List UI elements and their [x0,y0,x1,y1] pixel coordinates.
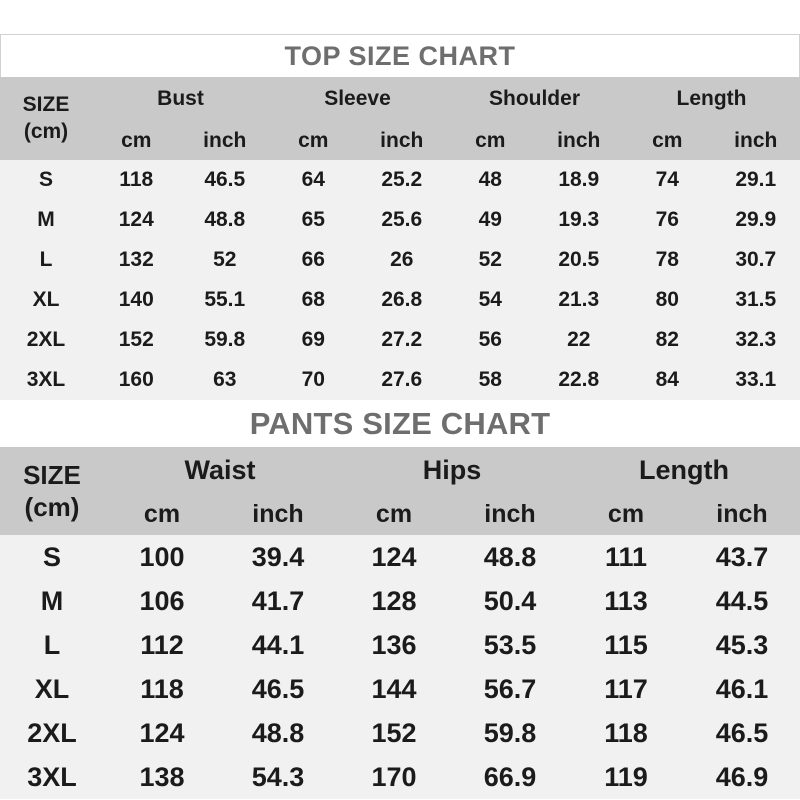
measurement-cell: 48.8 [452,535,568,579]
size-cell: M [0,200,92,240]
unit-header-row [0,121,800,160]
table-row [0,280,800,320]
measurement-cell: 69 [269,320,358,360]
table-row [0,240,800,280]
measurement-cell: 46.5 [684,711,800,755]
table-row [0,360,800,400]
measurement-cell: 118 [104,667,220,711]
measurement-cell: 78 [623,240,712,280]
unit-header-cm: cm [568,493,684,535]
measurement-cell: 56 [446,320,535,360]
pants-table-header [0,447,800,535]
size-cell: S [0,535,104,579]
unit-header-cm: cm [623,121,712,160]
size-label: SIZE [22,93,70,117]
table-row [0,200,800,240]
measurement-cell: 22 [535,320,624,360]
measurement-cell: 68 [269,280,358,320]
measurement-cell: 118 [568,711,684,755]
measurement-cell: 76 [623,200,712,240]
group-header-length: Length [623,77,800,121]
top-chart-title-band [0,34,800,77]
measurement-cell: 59.8 [181,320,270,360]
measurement-cell: 45.3 [684,623,800,667]
measurement-cell: 26 [358,240,447,280]
measurement-cell: 124 [92,200,181,240]
size-cell: L [0,623,104,667]
top-table-header [0,77,800,160]
table-row [0,320,800,360]
measurement-cell: 32.3 [712,320,800,360]
table-row [0,755,800,799]
measurement-cell: 44.5 [684,579,800,623]
measurement-cell: 64 [269,160,358,200]
measurement-cell: 66 [269,240,358,280]
size-cell: 3XL [0,360,92,400]
measurement-cell: 48.8 [181,200,270,240]
measurement-cell: 19.3 [535,200,624,240]
pants-chart-title: PANTS SIZE CHART [249,405,551,441]
top-table-body [0,160,800,400]
measurement-cell: 111 [568,535,684,579]
measurement-cell: 31.5 [712,280,800,320]
measurement-cell: 138 [104,755,220,799]
size-unit-label: (cm) [24,492,80,522]
table-row [0,579,800,623]
measurement-cell: 113 [568,579,684,623]
size-column-header [0,447,104,535]
pants-table-body [0,535,800,799]
measurement-cell: 70 [269,360,358,400]
top-chart-title: TOP SIZE CHART [284,40,516,71]
unit-header-cm: cm [269,121,358,160]
measurement-cell: 52 [446,240,535,280]
table-row [0,711,800,755]
top-size-table [0,77,800,400]
measurement-cell: 27.2 [358,320,447,360]
measurement-cell: 66.9 [452,755,568,799]
measurement-cell: 46.5 [181,160,270,200]
measurement-cell: 144 [336,667,452,711]
measurement-cell: 140 [92,280,181,320]
measurement-cell: 74 [623,160,712,200]
measurement-cell: 117 [568,667,684,711]
measurement-cell: 48 [446,160,535,200]
measurement-cell: 152 [336,711,452,755]
size-cell: 3XL [0,755,104,799]
measurement-cell: 20.5 [535,240,624,280]
measurement-cell: 80 [623,280,712,320]
size-cell: XL [0,280,92,320]
measurement-cell: 39.4 [220,535,336,579]
size-cell: XL [0,667,104,711]
unit-header-inch: inch [535,121,624,160]
size-cell: 2XL [0,320,92,360]
measurement-cell: 84 [623,360,712,400]
measurement-cell: 43.7 [684,535,800,579]
table-row [0,160,800,200]
measurement-cell: 46.5 [220,667,336,711]
unit-header-inch: inch [358,121,447,160]
group-header-hips: Hips [336,447,568,493]
measurement-cell: 46.9 [684,755,800,799]
measurement-cell: 25.2 [358,160,447,200]
measurement-cell: 52 [181,240,270,280]
group-header-length: Length [568,447,800,493]
group-header-bust: Bust [92,77,269,121]
measurement-cell: 132 [92,240,181,280]
measurement-cell: 124 [104,711,220,755]
group-header-row [0,77,800,121]
size-cell: S [0,160,92,200]
group-header-sleeve: Sleeve [269,77,446,121]
table-row [0,667,800,711]
measurement-cell: 136 [336,623,452,667]
size-cell: M [0,579,104,623]
measurement-cell: 82 [623,320,712,360]
measurement-cell: 53.5 [452,623,568,667]
measurement-cell: 29.9 [712,200,800,240]
size-column-header [0,77,92,160]
measurement-cell: 124 [336,535,452,579]
measurement-cell: 106 [104,579,220,623]
pants-size-table [0,447,800,799]
group-header-shoulder: Shoulder [446,77,623,121]
measurement-cell: 33.1 [712,360,800,400]
unit-header-cm: cm [104,493,220,535]
top-margin [0,0,800,34]
measurement-cell: 54 [446,280,535,320]
measurement-cell: 46.1 [684,667,800,711]
unit-header-inch: inch [684,493,800,535]
measurement-cell: 100 [104,535,220,579]
unit-header-cm: cm [92,121,181,160]
size-cell: 2XL [0,711,104,755]
measurement-cell: 25.6 [358,200,447,240]
measurement-cell: 55.1 [181,280,270,320]
measurement-cell: 29.1 [712,160,800,200]
measurement-cell: 44.1 [220,623,336,667]
measurement-cell: 59.8 [452,711,568,755]
unit-header-row [0,493,800,535]
measurement-cell: 49 [446,200,535,240]
unit-header-inch: inch [220,493,336,535]
measurement-cell: 115 [568,623,684,667]
unit-header-inch: inch [181,121,270,160]
table-row [0,535,800,579]
measurement-cell: 21.3 [535,280,624,320]
measurement-cell: 18.9 [535,160,624,200]
unit-header-inch: inch [712,121,800,160]
measurement-cell: 118 [92,160,181,200]
measurement-cell: 54.3 [220,755,336,799]
measurement-cell: 41.7 [220,579,336,623]
pants-chart-title-band [0,400,800,447]
size-unit-label: (cm) [23,119,69,143]
measurement-cell: 170 [336,755,452,799]
table-row [0,623,800,667]
measurement-cell: 152 [92,320,181,360]
measurement-cell: 58 [446,360,535,400]
measurement-cell: 22.8 [535,360,624,400]
measurement-cell: 160 [92,360,181,400]
measurement-cell: 50.4 [452,579,568,623]
measurement-cell: 56.7 [452,667,568,711]
unit-header-cm: cm [336,493,452,535]
measurement-cell: 112 [104,623,220,667]
measurement-cell: 128 [336,579,452,623]
unit-header-inch: inch [452,493,568,535]
unit-header-cm: cm [446,121,535,160]
measurement-cell: 30.7 [712,240,800,280]
measurement-cell: 48.8 [220,711,336,755]
measurement-cell: 119 [568,755,684,799]
size-cell: L [0,240,92,280]
measurement-cell: 26.8 [358,280,447,320]
measurement-cell: 63 [181,360,270,400]
measurement-cell: 27.6 [358,360,447,400]
group-header-waist: Waist [104,447,336,493]
size-label: SIZE [23,459,81,490]
group-header-row [0,447,800,493]
measurement-cell: 65 [269,200,358,240]
